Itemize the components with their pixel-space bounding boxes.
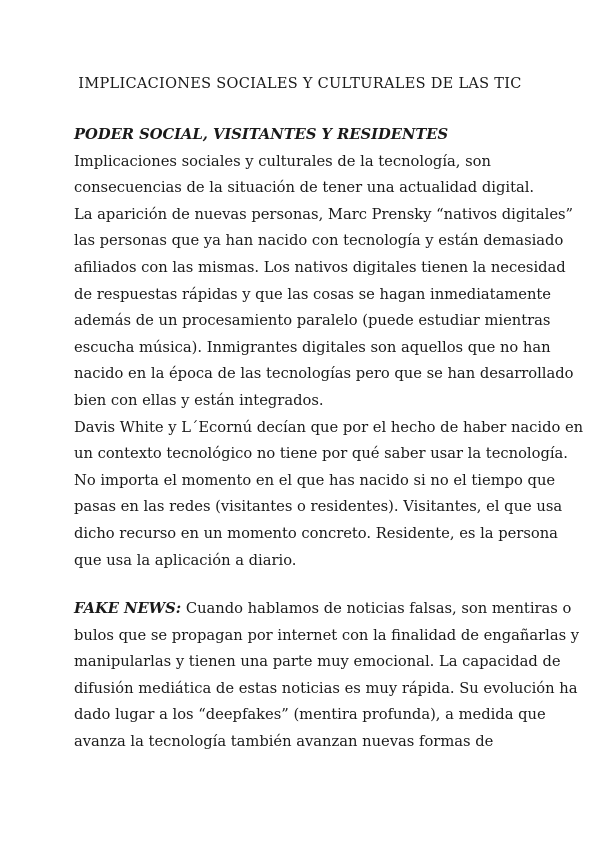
paragraph-line: La aparición de nuevas personas, Marc Prensky “nativos digitales” xyxy=(74,205,574,223)
paragraph-line: consecuencias de la situación de tener una actualidad digital. xyxy=(74,179,535,197)
paragraph-line: escucha música). Inmigrantes digitales son aquellos que no han xyxy=(74,338,551,356)
paragraph-line: además de un procesamiento paralelo (puede estudiar mientras xyxy=(74,312,551,330)
paragraph-line: dado lugar a los “deepfakes” (mentira profunda), a medida que xyxy=(74,706,546,724)
paragraph-line: No importa el momento en el que has nacido si no el tiempo que xyxy=(74,471,556,489)
section-heading: FAKE NEWS: xyxy=(74,600,182,617)
paragraph-line: pasas en las redes (visitantes o residentes). Visitantes, el que usa xyxy=(74,498,563,516)
paragraph-line: un contexto tecnológico no tiene por qué saber usar la tecnología. xyxy=(74,445,568,463)
document-title: IMPLICACIONES SOCIALES Y CULTURALES DE LAS TIC xyxy=(78,76,522,92)
paragraph-line: Implicaciones sociales y culturales de la tecnología, son xyxy=(74,152,491,170)
section-heading: PODER SOCIAL, VISITANTES Y RESIDENTES xyxy=(74,126,449,143)
paragraph-line: nacido en la época de las tecnologías pero que se han desarrollado xyxy=(74,365,574,383)
paragraph-line-rest: Cuando hablamos de noticias falsas, son mentiras o xyxy=(181,600,572,617)
paragraph-line: manipularlas y tienen una parte muy emocional. La capacidad de xyxy=(74,653,561,671)
paragraph-line: afiliados con las mismas. Los nativos digitales tienen la necesidad xyxy=(74,258,566,276)
paragraph-line: de respuestas rápidas y que las cosas se hagan inmediatamente xyxy=(74,285,551,303)
paragraph-line: difusión mediática de estas noticias es muy rápida. Su evolución ha xyxy=(74,679,578,697)
paragraph-line: dicho recurso en un momento concreto. Residente, es la persona xyxy=(74,524,558,542)
paragraph-line: las personas que ya han nacido con tecnología y están demasiado xyxy=(74,232,564,250)
paragraph-first-line xyxy=(74,596,572,623)
paragraph-line: Davis White y L´Ecornú decían que por el hecho de haber nacido en xyxy=(74,418,584,436)
section-fake-news xyxy=(74,596,580,756)
section-poder-social xyxy=(74,122,584,574)
paragraph-line: bulos que se propagan por internet con la finalidad de engañarlas y xyxy=(74,626,580,644)
paragraph-line: que usa la aplicación a diario. xyxy=(74,551,297,569)
paragraph-line: avanza la tecnología también avanzan nuevas formas de xyxy=(74,732,494,750)
paragraph-line: bien con ellas y están integrados. xyxy=(74,391,324,409)
